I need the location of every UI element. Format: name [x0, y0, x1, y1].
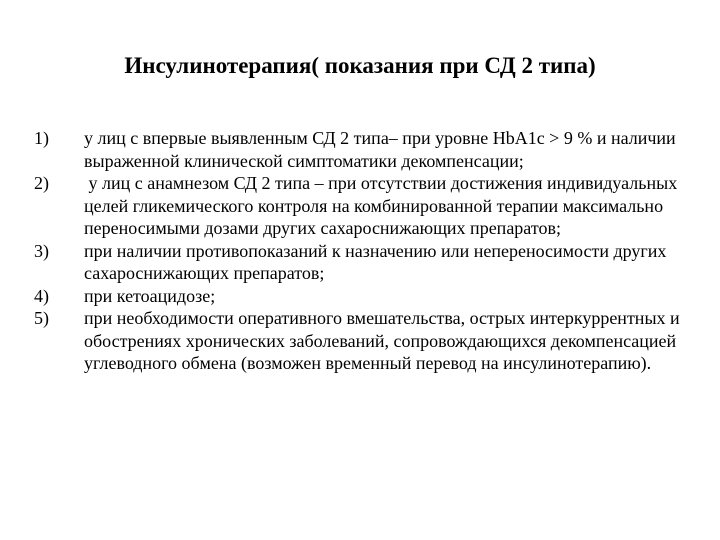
list-item-number: 5): [34, 308, 49, 328]
list-item-number: 3): [34, 240, 49, 261]
list-item-text: при кетоацидозе;: [84, 285, 216, 306]
indications-list: [34, 127, 694, 375]
list-item-number: 4): [34, 285, 49, 306]
list-item: [34, 127, 694, 172]
slide-title: Инсулинотерапия( показания при СД 2 типа): [124, 53, 596, 78]
list-item-number: 2): [34, 173, 49, 193]
list-item: [34, 307, 694, 375]
list-item-text: при наличии противопоказаний к назначению или непереносимости других сахароснижающих препаратов;: [84, 240, 667, 283]
list-item-number: 1): [34, 128, 49, 148]
list-item: [34, 285, 694, 308]
list-item-text: у лиц с впервые выявленным СД 2 типа– при уровне HbA1c > 9 % и наличии выраженной клинической симптоматики декомпенсации;: [84, 128, 676, 171]
list-item: [34, 172, 694, 240]
list-item: [34, 240, 694, 285]
list-item-text: при необходимости оперативного вмешательства, острых интеркуррентных и обострениях хронических заболеваний, сопровождающихся декомпенсацией углеводного обмена (возможен временный перевод на инсулинотерапию).: [84, 308, 680, 373]
list-item-text: у лиц с анамнезом СД 2 типа – при отсутствии достижения индивидуальных целей гликемического контроля на комбинированной терапии максимально переносимыми дозами других сахароснижающих препаратов;: [84, 173, 682, 238]
